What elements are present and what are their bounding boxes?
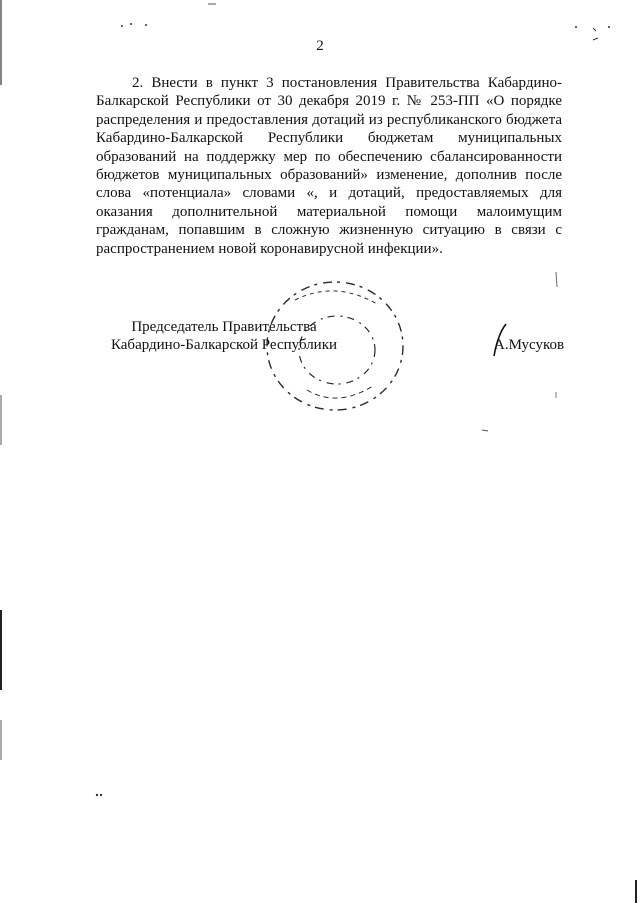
signatory-title <box>104 318 344 355</box>
signatory-title-line1: Председатель Правительства <box>131 319 317 335</box>
signatory-title-line2: Кабардино-Балкарской Республики <box>110 337 338 354</box>
signatory-name: А.Мусуков <box>494 337 565 353</box>
page-number: 2 <box>316 38 324 54</box>
amendment-paragraph: 2. Внести в пункт 3 постановления Правительства Кабардино-Балкарской Республики от 30 декабря 2019 г. № 253-ПП «О порядке распределения и предоставления дотаций из республиканского бюджета Кабардино-Балкарской Республики бюджетам муниципальных образований на поддержку мер по обеспечению сбалансированности бюджетов муниципальных образований» изменение, дополнив после слова «потенциала» словами «, и дотаций, предоставляемых для оказания дополнительной материальной помощи малоимущим гражданам, попавшим в сложную жизненную ситуацию в связи с распространением новой коронавирусной инфекции». <box>96 75 562 257</box>
